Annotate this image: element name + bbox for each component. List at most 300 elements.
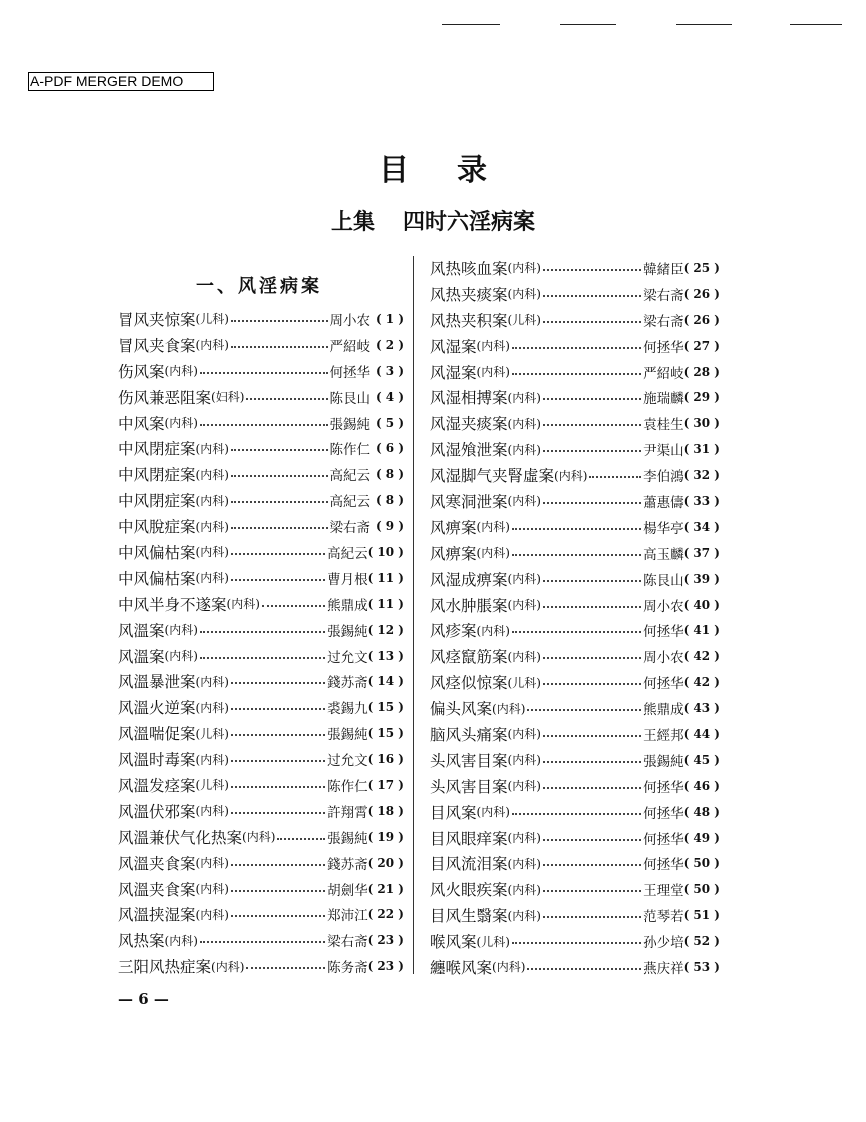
entry-title: 纏喉风案 <box>430 958 493 977</box>
entry-author: 何拯华 <box>643 831 684 848</box>
leader-dots <box>512 528 641 530</box>
entry-author: 王理堂 <box>643 883 684 900</box>
entry-author: 高紀云 <box>327 545 368 562</box>
entry-dept: (内科) <box>507 390 541 405</box>
entry-page: ( 9 ) <box>375 519 404 534</box>
leader-dots <box>231 579 325 581</box>
entry-author: 胡劍华 <box>327 882 368 899</box>
leader-dots <box>200 941 325 943</box>
entry-author: 袁桂生 <box>643 417 684 434</box>
entry-author: 尹渠山 <box>643 443 684 460</box>
toc-entry[interactable] <box>430 307 720 333</box>
toc-entry[interactable] <box>118 720 404 746</box>
leader-dots <box>231 915 325 917</box>
entry-author: 何拯华 <box>643 624 684 641</box>
toc-entry[interactable] <box>118 617 404 643</box>
entry-page: ( 39 ) <box>683 571 720 586</box>
entry-dept: (内科) <box>476 623 510 638</box>
entry-page: ( 13 ) <box>367 648 404 663</box>
leader-dots <box>527 968 641 970</box>
toc-entry[interactable] <box>118 772 404 798</box>
entry-author: 严紹岐 <box>643 365 684 382</box>
toc-entry[interactable] <box>430 333 720 359</box>
entry-author: 曹月根 <box>327 571 368 588</box>
entry-title: 风溫夹食案 <box>118 880 196 899</box>
entry-title: 风热夹积案 <box>430 311 508 330</box>
entry-page: ( 19 ) <box>367 829 404 844</box>
entry-page: ( 17 ) <box>367 777 404 792</box>
entry-page: ( 29 ) <box>683 390 720 405</box>
entry-author: 严紹岐 <box>329 338 370 355</box>
entry-dept: (内科) <box>195 856 229 871</box>
entry-author: 周小农 <box>643 650 684 667</box>
entry-author: 熊鼎成 <box>327 597 368 614</box>
entry-title: 风湿成痹案 <box>430 570 508 589</box>
leader-dots <box>512 373 641 375</box>
entry-title: 风热案 <box>118 932 165 951</box>
entry-dept: (内科) <box>476 520 510 535</box>
entry-author: 陈作仁 <box>329 442 370 459</box>
entry-dept: (内科) <box>476 546 510 561</box>
entry-author: 錢苏斋 <box>327 675 368 692</box>
entry-title: 风溫伏邪案 <box>118 802 196 821</box>
entry-title: 风痹案 <box>430 544 477 563</box>
entry-page: ( 45 ) <box>683 752 720 767</box>
column-divider <box>413 256 414 974</box>
toc-entry[interactable] <box>118 694 404 720</box>
toc-entry[interactable] <box>430 850 720 876</box>
entry-dept: (儿科) <box>195 778 229 793</box>
toc-entry[interactable] <box>118 824 404 850</box>
toc-entry[interactable] <box>118 927 404 953</box>
entry-dept: (内科) <box>195 571 229 586</box>
toc-entry[interactable] <box>430 747 720 773</box>
entry-page: ( 22 ) <box>367 907 404 922</box>
leader-dots <box>231 734 325 736</box>
leader-dots <box>543 580 641 582</box>
entry-author: 何拯华 <box>643 676 684 693</box>
leader-dots <box>246 967 325 969</box>
entry-title: 中风半身不遂案 <box>118 595 227 614</box>
toc-entry[interactable] <box>430 773 720 799</box>
entry-page: ( 46 ) <box>683 778 720 793</box>
entry-author: 李伯鴻 <box>643 469 684 486</box>
toc-entry[interactable] <box>430 436 720 462</box>
entry-page: ( 5 ) <box>375 415 404 430</box>
entry-author: 楊华亭 <box>643 520 684 537</box>
volume-name: 四时六淫病案 <box>403 209 536 235</box>
entry-page: ( 3 ) <box>375 363 404 378</box>
entry-title: 风溫喘促案 <box>118 725 196 744</box>
entry-author: 郑沛江 <box>327 908 368 925</box>
entry-dept: (儿科) <box>195 726 229 741</box>
entry-dept: (内科) <box>164 933 198 948</box>
entry-author: 周小农 <box>329 312 370 329</box>
toc-left-column <box>118 306 404 979</box>
entry-title: 目风流泪案 <box>430 855 508 874</box>
entry-author: 梁右斋 <box>329 520 370 537</box>
entry-dept: (内科) <box>211 959 245 974</box>
entry-dept: (内科) <box>507 779 541 794</box>
entry-title: 伤风案 <box>118 362 165 381</box>
leader-dots <box>543 657 641 659</box>
toc-entry[interactable] <box>118 876 404 902</box>
entry-dept: (内科) <box>195 674 229 689</box>
entry-page: ( 8 ) <box>375 467 404 482</box>
entry-author: 高紀云 <box>329 468 370 485</box>
entry-dept: (内科) <box>164 649 198 664</box>
entry-title: 喉风案 <box>430 933 477 952</box>
entry-author: 高紀云 <box>329 494 370 511</box>
entry-author: 梁右斋 <box>327 934 368 951</box>
leader-dots <box>512 554 641 556</box>
toc-entry[interactable] <box>430 566 720 592</box>
entry-title: 风湿相搏案 <box>430 389 508 408</box>
leader-dots <box>231 890 325 892</box>
entry-author: 韓緒臣 <box>643 261 684 278</box>
entry-dept: (内科) <box>195 467 229 482</box>
entry-dept: (内科) <box>492 701 526 716</box>
leader-dots <box>246 398 327 400</box>
toc-entry[interactable] <box>118 901 404 927</box>
toc-entry[interactable] <box>118 384 404 410</box>
entry-page: ( 33 ) <box>683 493 720 508</box>
entry-author: 張錫純 <box>327 830 368 847</box>
entry-author: 何拯华 <box>643 857 684 874</box>
entry-author: 陈作仁 <box>327 778 368 795</box>
entry-dept: (内科) <box>507 572 541 587</box>
entry-title: 中风閉症案 <box>118 492 196 511</box>
entry-dept: (内科) <box>507 856 541 871</box>
scan-line <box>790 24 842 25</box>
entry-page: ( 11 ) <box>367 596 404 611</box>
entry-dept: (内科) <box>195 882 229 897</box>
entry-title: 冒风夹食案 <box>118 336 196 355</box>
entry-page: ( 26 ) <box>683 286 720 301</box>
toc-entry[interactable] <box>118 410 404 436</box>
entry-dept: (内科) <box>492 960 526 975</box>
leader-dots <box>543 787 641 789</box>
toc-entry[interactable] <box>430 617 720 643</box>
entry-page: ( 52 ) <box>683 934 720 949</box>
leader-dots <box>231 760 325 762</box>
entry-title: 风痉似惊案 <box>430 674 508 693</box>
entry-title: 风寒洞泄案 <box>430 492 508 511</box>
entry-title: 风湿夹痰案 <box>430 415 508 434</box>
entry-dept: (儿科) <box>507 675 541 690</box>
entry-title: 中风偏枯案 <box>118 569 196 588</box>
entry-dept: (内科) <box>476 805 510 820</box>
entry-title: 风热咳血案 <box>430 259 508 278</box>
entry-title: 中风偏枯案 <box>118 543 196 562</box>
entry-dept: (内科) <box>195 519 229 534</box>
entry-author: 梁右斋 <box>643 313 684 330</box>
entry-author: 何拯华 <box>643 339 684 356</box>
entry-page: ( 16 ) <box>367 752 404 767</box>
toc-entry[interactable] <box>118 798 404 824</box>
entry-author: 何拯华 <box>643 805 684 822</box>
volume-heading <box>0 205 866 236</box>
toc-entry[interactable] <box>430 721 720 747</box>
toc-entry[interactable] <box>430 669 720 695</box>
entry-title: 目风眼痒案 <box>430 829 508 848</box>
entry-title: 风湿脚气夹腎虛案 <box>430 467 555 486</box>
entry-dept: (内科) <box>195 338 229 353</box>
entry-title: 目风生翳案 <box>430 907 508 926</box>
leader-dots <box>231 320 328 322</box>
entry-dept: (内科) <box>195 700 229 715</box>
entry-title: 冒风夹惊案 <box>118 310 196 329</box>
entry-page: ( 11 ) <box>367 570 404 585</box>
entry-title: 风溫案 <box>118 647 165 666</box>
toc-entry[interactable] <box>430 488 720 514</box>
entry-title: 风火眼疾案 <box>430 881 508 900</box>
entry-page: ( 25 ) <box>683 260 720 275</box>
entry-title: 风溫时毒案 <box>118 751 196 770</box>
leader-dots <box>262 605 325 607</box>
entry-dept: (内科) <box>507 753 541 768</box>
toc-entry[interactable] <box>118 591 404 617</box>
entry-dept: (内科) <box>507 598 541 613</box>
entry-author: 錢苏斋 <box>327 856 368 873</box>
entry-page: ( 50 ) <box>683 856 720 871</box>
entry-title: 伤风兼恶阻案 <box>118 388 212 407</box>
entry-author: 过允文 <box>327 649 368 666</box>
entry-dept: (内科) <box>164 623 198 638</box>
entry-dept: (内科) <box>507 882 541 897</box>
toc-entry[interactable] <box>430 514 720 540</box>
entry-author: 孙少培 <box>643 935 684 952</box>
leader-dots <box>543 839 641 841</box>
entry-page: ( 31 ) <box>683 442 720 457</box>
entry-page: ( 44 ) <box>683 726 720 741</box>
leader-dots <box>543 321 641 323</box>
entry-dept: (内科) <box>507 494 541 509</box>
entry-page: ( 4 ) <box>375 389 404 404</box>
entry-title: 风湿案 <box>430 363 477 382</box>
entry-dept: (内科) <box>195 545 229 560</box>
toc-entry[interactable] <box>430 255 720 281</box>
entry-dept: (内科) <box>507 416 541 431</box>
leader-dots <box>231 864 325 866</box>
entry-author: 何拯华 <box>643 779 684 796</box>
leader-dots <box>543 295 641 297</box>
entry-dept: (内科) <box>507 287 541 302</box>
entry-title: 风溫挟湿案 <box>118 906 196 925</box>
toc-entry[interactable] <box>430 384 720 410</box>
leader-dots <box>543 735 641 737</box>
leader-dots <box>543 683 641 685</box>
leader-dots <box>231 346 328 348</box>
toc-entry[interactable] <box>118 953 404 979</box>
toc-entry[interactable] <box>430 902 720 928</box>
entry-title: 目风案 <box>430 803 477 822</box>
toc-entry[interactable] <box>430 799 720 825</box>
entry-page: ( 12 ) <box>367 622 404 637</box>
entry-title: 脑风头痛案 <box>430 725 508 744</box>
entry-title: 头风害目案 <box>430 751 508 770</box>
entry-dept: (内科) <box>507 831 541 846</box>
toc-entry[interactable] <box>430 592 720 618</box>
toc-entry[interactable] <box>430 281 720 307</box>
entry-page: ( 42 ) <box>683 649 720 664</box>
toc-entry[interactable] <box>118 746 404 772</box>
entry-dept: (内科) <box>164 364 198 379</box>
entry-dept: (内科) <box>507 442 541 457</box>
toc-entry[interactable] <box>118 435 404 461</box>
leader-dots <box>231 527 328 529</box>
toc-entry[interactable] <box>430 695 720 721</box>
watermark-label: A-PDF MERGER DEMO <box>28 72 214 91</box>
toc-entry[interactable] <box>430 359 720 385</box>
entry-page: ( 20 ) <box>367 855 404 870</box>
entry-author: 王經邦 <box>643 727 684 744</box>
entry-page: ( 42 ) <box>683 675 720 690</box>
leader-dots <box>200 657 325 659</box>
entry-title: 风湿飧泄案 <box>430 441 508 460</box>
leader-dots <box>231 553 325 555</box>
scan-line <box>442 24 500 25</box>
entry-page: ( 23 ) <box>367 959 404 974</box>
toc-entry[interactable] <box>118 539 404 565</box>
leader-dots <box>231 812 325 814</box>
leader-dots <box>543 398 641 400</box>
toc-entry[interactable] <box>118 332 404 358</box>
entry-title: 风溫暴泄案 <box>118 673 196 692</box>
leader-dots <box>543 269 641 271</box>
entry-author: 周小农 <box>643 598 684 615</box>
entry-author: 范琴若 <box>643 909 684 926</box>
toc-entry[interactable] <box>430 540 720 566</box>
entry-author: 裘錫九 <box>327 701 368 718</box>
entry-dept: (内科) <box>507 727 541 742</box>
leader-dots <box>231 682 325 684</box>
entry-dept: (内科) <box>226 597 260 612</box>
entry-page: ( 48 ) <box>683 804 720 819</box>
entry-title: 三阳风热症案 <box>118 958 212 977</box>
entry-author: 許翔霄 <box>327 804 368 821</box>
leader-dots <box>200 631 325 633</box>
toc-entry[interactable] <box>118 513 404 539</box>
entry-page: ( 37 ) <box>683 545 720 560</box>
entry-page: ( 49 ) <box>683 830 720 845</box>
toc-right-column <box>430 255 720 980</box>
page-number: — 6 — <box>118 990 169 1008</box>
scan-line <box>676 24 732 25</box>
entry-page: ( 1 ) <box>375 311 404 326</box>
entry-title: 风溫火逆案 <box>118 699 196 718</box>
entry-title: 中风閉症案 <box>118 466 196 485</box>
entry-title: 风痉竄筋案 <box>430 648 508 667</box>
entry-dept: (内科) <box>242 830 276 845</box>
entry-page: ( 10 ) <box>367 544 404 559</box>
toc-entry[interactable] <box>430 462 720 488</box>
entry-dept: (内科) <box>195 441 229 456</box>
leader-dots <box>200 424 328 426</box>
toc-entry[interactable] <box>430 825 720 851</box>
toc-entry[interactable] <box>118 668 404 694</box>
entry-dept: (妇科) <box>211 390 245 405</box>
entry-title: 中风脫症案 <box>118 518 196 537</box>
leader-dots <box>543 761 641 763</box>
entry-page: ( 26 ) <box>683 312 720 327</box>
toc-entry[interactable] <box>118 850 404 876</box>
entry-page: ( 32 ) <box>683 468 720 483</box>
leader-dots <box>200 372 328 374</box>
leader-dots <box>543 606 641 608</box>
toc-entry[interactable] <box>118 565 404 591</box>
leader-dots <box>231 786 325 788</box>
entry-author: 高玉麟 <box>643 546 684 563</box>
entry-page: ( 23 ) <box>367 933 404 948</box>
entry-page: ( 18 ) <box>367 803 404 818</box>
entry-page: ( 30 ) <box>683 416 720 431</box>
entry-dept: (内科) <box>554 468 588 483</box>
entry-title: 风溫夹食案 <box>118 854 196 873</box>
entry-dept: (内科) <box>507 649 541 664</box>
entry-page: ( 2 ) <box>375 337 404 352</box>
entry-dept: (内科) <box>195 907 229 922</box>
entry-author: 施瑞麟 <box>643 391 684 408</box>
toc-entry[interactable] <box>118 461 404 487</box>
toc-entry[interactable] <box>430 928 720 954</box>
entry-page: ( 15 ) <box>367 700 404 715</box>
leader-dots <box>543 502 641 504</box>
toc-entry[interactable] <box>430 876 720 902</box>
toc-entry[interactable] <box>118 643 404 669</box>
leader-dots <box>231 708 325 710</box>
leader-dots <box>589 476 641 478</box>
entry-author: 蕭惠儔 <box>643 494 684 511</box>
toc-entry[interactable] <box>118 487 404 513</box>
section-heading: 一、风淫病案 <box>196 276 322 297</box>
leader-dots <box>543 450 641 452</box>
entry-dept: (儿科) <box>195 312 229 327</box>
entry-page: ( 53 ) <box>683 959 720 974</box>
entry-page: ( 43 ) <box>683 701 720 716</box>
entry-title: 风溫兼伏气化热案 <box>118 828 243 847</box>
entry-dept: (内科) <box>507 261 541 276</box>
entry-page: ( 50 ) <box>683 882 720 897</box>
leader-dots <box>231 475 328 477</box>
entry-dept: (内科) <box>195 804 229 819</box>
page-title: 目录 <box>379 153 535 188</box>
entry-title: 风热夹痰案 <box>430 285 508 304</box>
entry-page: ( 34 ) <box>683 519 720 534</box>
entry-dept: (内科) <box>507 908 541 923</box>
entry-page: ( 6 ) <box>375 441 404 456</box>
entry-author: 張錫純 <box>327 727 368 744</box>
entry-dept: (内科) <box>195 752 229 767</box>
entry-author: 陈艮山 <box>643 572 684 589</box>
entry-title: 风湿案 <box>430 337 477 356</box>
toc-entry[interactable] <box>430 954 720 980</box>
entry-author: 張錫純 <box>329 416 370 433</box>
entry-page: ( 15 ) <box>367 726 404 741</box>
scan-line <box>560 24 616 25</box>
entry-page: ( 21 ) <box>367 881 404 896</box>
leader-dots <box>543 890 641 892</box>
entry-title: 风水肿脹案 <box>430 596 508 615</box>
entry-title: 中风案 <box>118 414 165 433</box>
toc-entry[interactable] <box>118 358 404 384</box>
toc-entry[interactable] <box>430 643 720 669</box>
entry-title: 风溫发痉案 <box>118 776 196 795</box>
toc-entry[interactable] <box>118 306 404 332</box>
leader-dots <box>543 916 641 918</box>
toc-entry[interactable] <box>430 410 720 436</box>
entry-page: ( 40 ) <box>683 597 720 612</box>
